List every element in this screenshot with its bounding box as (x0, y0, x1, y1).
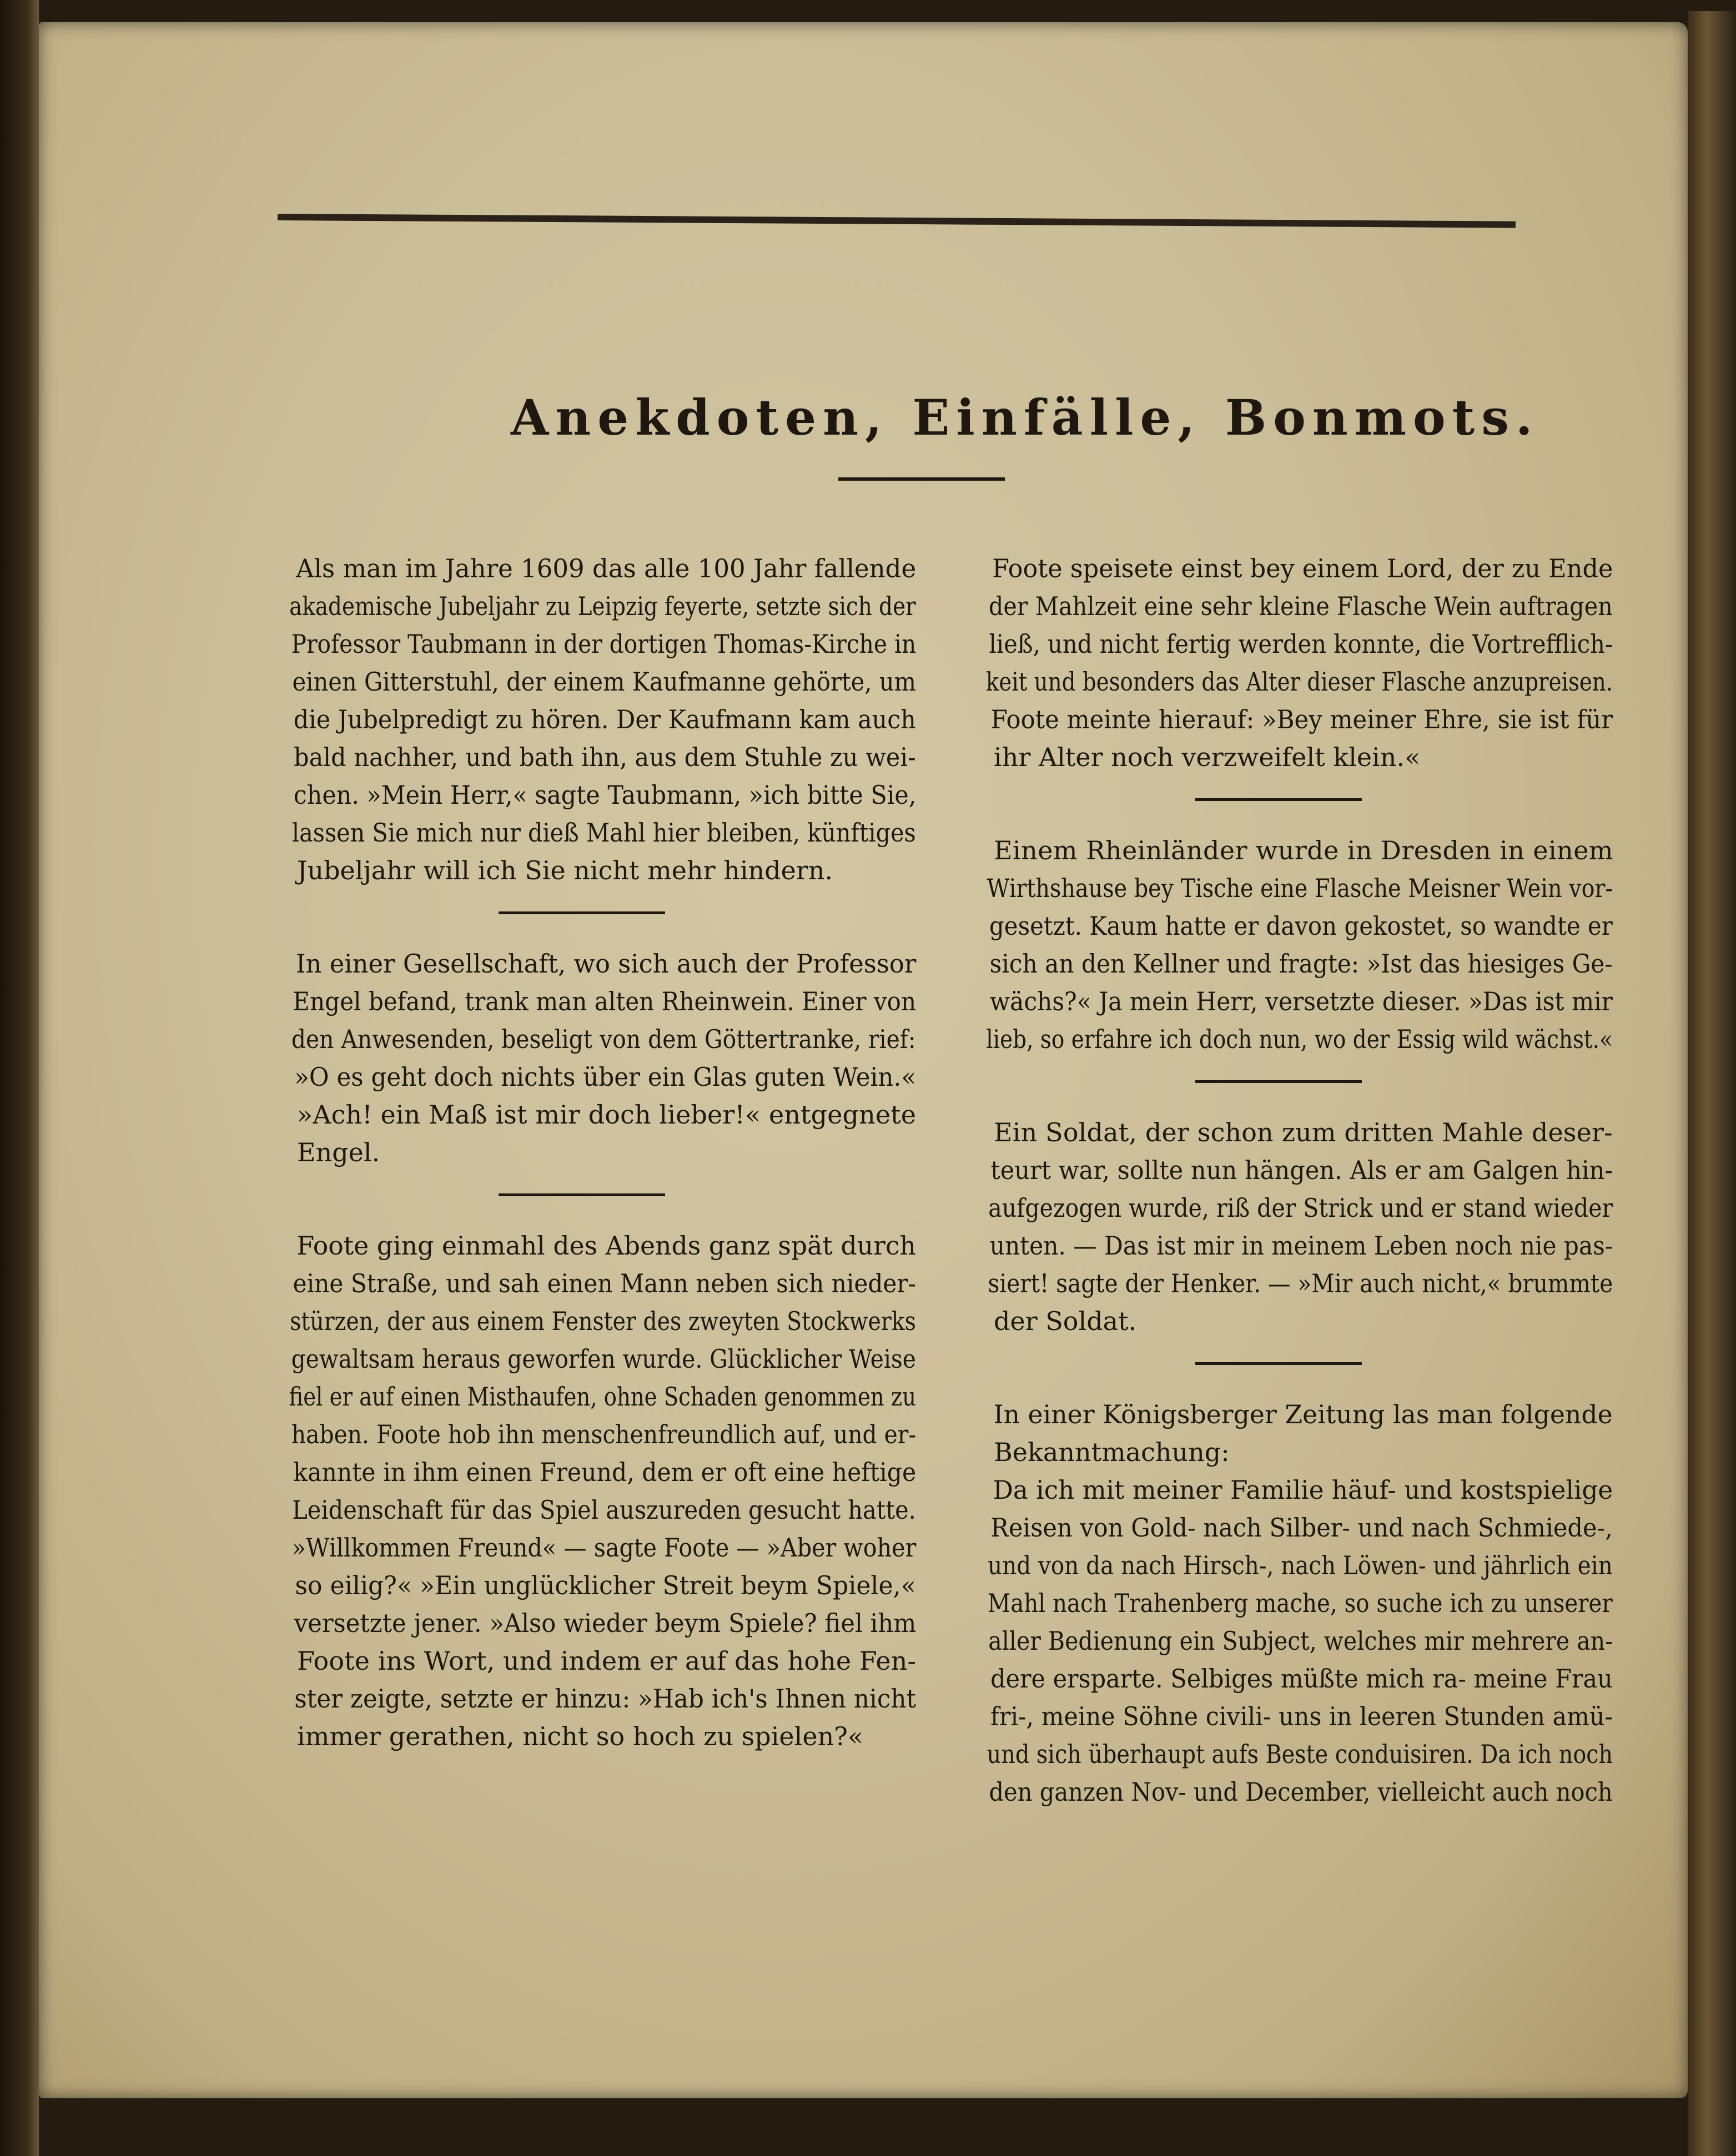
text-line: sich an den Kellner und fragte: »Ist das hiesiges Ge- (989, 949, 1613, 979)
text-line: Ein Soldat, der schon zum dritten Mahle deser- (994, 1117, 1613, 1147)
text-line: In einer Königsberger Zeitung las man folgende (993, 1399, 1613, 1429)
text-line: teurt war, sollte nun hängen. Als er am Galgen hin- (990, 1155, 1613, 1185)
text-line: kannte in ihm einen Freund, dem er oft eine heftige (293, 1457, 917, 1487)
heading-divider (838, 477, 1005, 481)
left-anecdote-1 (247, 550, 916, 889)
text-line: der Mahlzeit eine sehr kleine Flasche Wein auftragen (988, 591, 1613, 621)
text-line: lieb, so erfahre ich doch nun, wo der Essig wild wächst.« (986, 1024, 1613, 1054)
text-line: gesetzt. Kaum hatte er davon gekostet, so wandte er (989, 911, 1613, 941)
text-line: chen. »Mein Herr,« sagte Taubmann, »ich bitte Sie, (293, 780, 917, 810)
anecdote-separator (499, 1193, 665, 1196)
text-line: den ganzen Nov- und December, vielleicht auch noch (989, 1777, 1613, 1807)
right-anecdote-1 (944, 550, 1613, 776)
text-line: Reisen von Gold- nach Silber- und nach Schmiede-, (990, 1513, 1613, 1543)
text-line: Leidenschaft für das Spiel auszureden gesucht hatte. (292, 1495, 916, 1525)
right-anecdote-2 (944, 832, 1613, 1058)
text-line: Wirthshause bey Tische eine Flasche Meisner Wein vor- (987, 873, 1613, 903)
text-line: ster zeigte, setzte er hinzu: »Hab ich's Ihnen nicht (294, 1684, 916, 1714)
text-line: Foote ging einmahl des Abends ganz spät durch (296, 1231, 917, 1261)
text-line: wächs?« Ja mein Herr, versetzte dieser. »Das ist mir (989, 986, 1613, 1016)
text-line: Foote meinte hierauf: »Bey meiner Ehre, sie ist für (990, 704, 1613, 734)
text-line: fiel er auf einen Misthaufen, ohne Schaden genommen zu (289, 1382, 917, 1412)
anecdote-separator (1195, 1362, 1362, 1365)
text-line: Mahl nach Trahenberg mache, so suche ich zu unserer (987, 1588, 1613, 1618)
text-line: Bekanntmachung: (994, 1437, 1230, 1467)
text-line: den Anwesenden, beseligt von dem Göttertranke, rief: (291, 1024, 916, 1054)
text-line: »O es geht doch nichts über ein Glas guten Wein.« (294, 1062, 917, 1092)
text-line: der Soldat. (994, 1306, 1137, 1336)
left-anecdote-3 (247, 1227, 916, 1755)
page-fore-edge (1688, 11, 1736, 2156)
anecdote-separator (499, 911, 665, 914)
text-line: siert! sagte der Henker. — »Mir auch nicht,« brummte (988, 1268, 1613, 1298)
right-anecdote-4 (944, 1396, 1613, 1811)
page-heading: Anekdoten, Einfälle, Bonmots. (511, 389, 1539, 446)
text-line: so eilig?« »Ein unglücklicher Streit beym Spiele,« (295, 1570, 916, 1600)
text-line: und sich überhaupt aufs Beste conduisiren. Da ich noch (987, 1739, 1613, 1769)
right-column (944, 550, 1613, 1811)
text-line: einen Gitterstuhl, der einem Kaufmanne gehörte, um (292, 667, 917, 697)
text-line: Da ich mit meiner Familie häuf- und kostspielige (993, 1475, 1613, 1505)
right-anecdote-3 (944, 1114, 1613, 1340)
text-line: versetzte jener. »Also wieder beym Spiele? fiel ihm (294, 1608, 917, 1638)
text-line: und von da nach Hirsch-, nach Löwen- und jährlich ein (988, 1550, 1613, 1580)
text-line: bald nachher, und bath ihn, aus dem Stuhle zu wei- (294, 742, 916, 772)
text-line: eine Straße, und sah einen Mann neben sich nieder- (293, 1268, 916, 1298)
left-column (247, 550, 916, 1755)
text-line: dere ersparte. Selbiges müßte mich ra- meine Frau (990, 1664, 1613, 1694)
text-line: »Willkommen Freund« — sagte Foote — »Aber woher (291, 1533, 917, 1563)
text-line: ihr Alter noch verzweifelt klein.« (994, 742, 1421, 772)
text-line: Engel befand, trank man alten Rheinwein. Einer von (293, 986, 917, 1016)
text-line: haben. Foote hob ihn menschenfreundlich auf, und er- (291, 1419, 917, 1449)
text-line: In einer Gesellschaft, wo sich auch der Professor (295, 949, 917, 979)
anecdote-separator (1195, 798, 1362, 801)
book-spine-edge (0, 0, 39, 2156)
text-line: Foote speisete einst bey einem Lord, der zu Ende (992, 553, 1613, 583)
text-line: Jubeljahr will ich Sie nicht mehr hindern. (297, 855, 833, 885)
text-line: ließ, und nicht fertig werden konnte, die Vortrefflich- (989, 629, 1613, 659)
text-line: aller Bedienung ein Subject, welches mir mehrere an- (988, 1626, 1613, 1656)
text-line: keit und besonders das Alter dieser Flasche anzupreisen. (985, 667, 1613, 697)
text-line: stürzen, der aus einem Fenster des zweyten Stockwerks (290, 1306, 916, 1336)
text-line: aufgezogen wurde, riß der Strick und er stand wieder (988, 1193, 1613, 1223)
text-line: fri-, meine Söhne civili- uns in leeren Stunden amü- (990, 1701, 1613, 1731)
text-line: Einem Rheinländer wurde in Dresden in einem (994, 835, 1613, 865)
text-line: immer gerathen, nicht so hoch zu spielen?« (297, 1721, 863, 1751)
text-line: gewaltsam heraus geworfen wurde. Glücklicher Weise (291, 1344, 916, 1374)
text-line: Foote ins Wort, und indem er auf das hohe Fen- (297, 1646, 917, 1676)
text-line: Professor Taubmann in der dortigen Thomas-Kirche in (291, 629, 917, 659)
anecdote-separator (1195, 1080, 1362, 1083)
left-anecdote-2 (247, 945, 916, 1171)
text-line: »Ach! ein Maß ist mir doch lieber!« entgegnete (297, 1100, 917, 1130)
text-line: unten. — Das ist mir in meinem Leben noch nie pas- (989, 1231, 1613, 1261)
text-line: Engel. (297, 1137, 380, 1167)
text-line: lassen Sie mich nur dieß Mahl hier bleiben, künftiges (291, 818, 916, 848)
text-line: Als man im Jahre 1609 das alle 100 Jahr fallende (296, 553, 917, 583)
text-line: akademische Jubeljahr zu Leipzig feyerte, setzte sich der (289, 591, 916, 621)
text-line: die Jubelpredigt zu hören. Der Kaufmann kam auch (293, 704, 916, 734)
